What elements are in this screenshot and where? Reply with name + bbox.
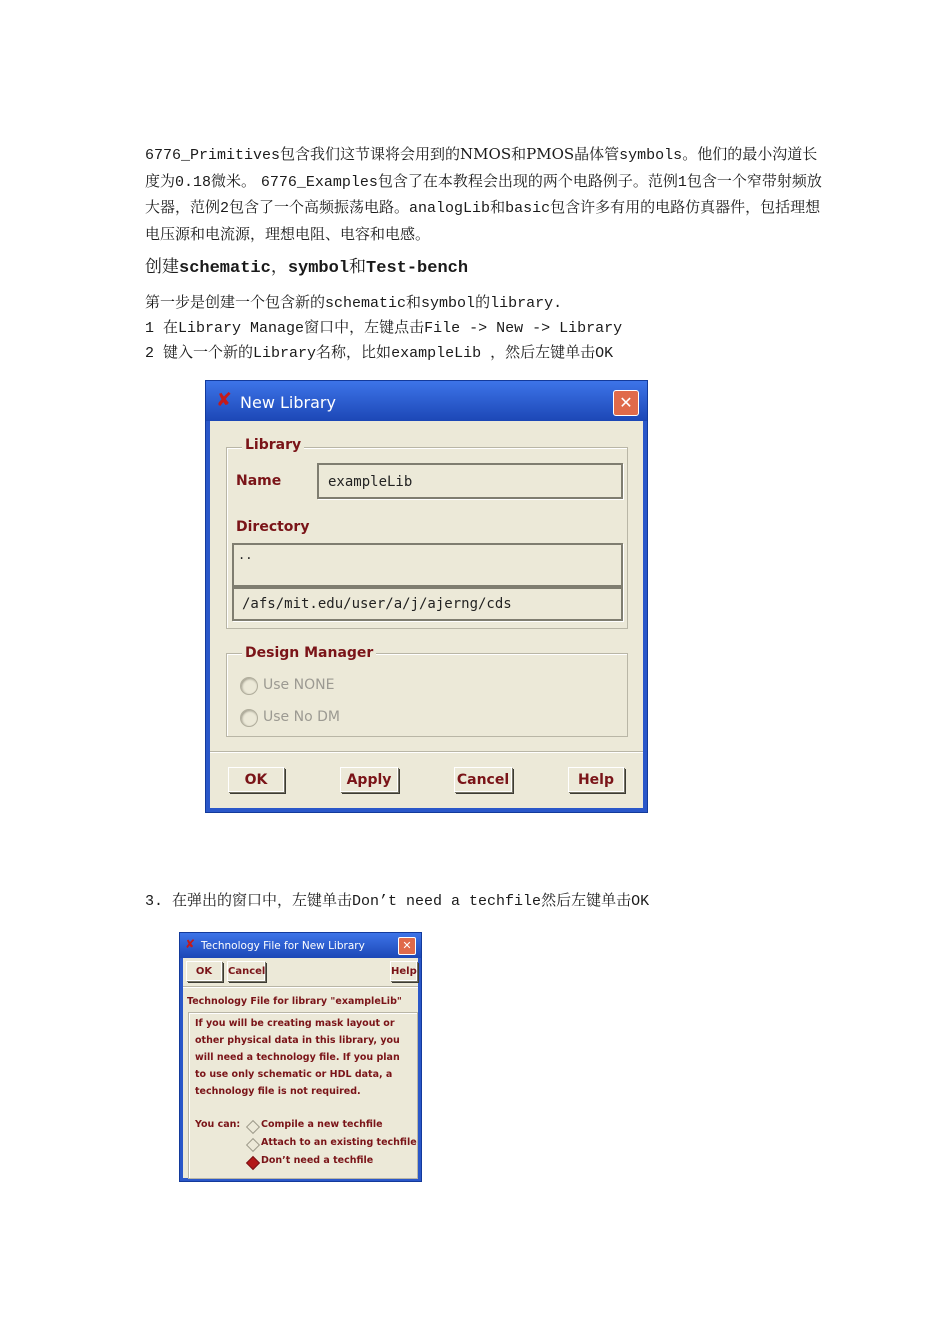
button-separator: [210, 751, 643, 753]
dont-need-techfile-label[interactable]: Don’t need a techfile: [261, 1155, 374, 1166]
close-button[interactable]: [613, 390, 639, 416]
text-run: 的: [475, 293, 491, 311]
tech-message-line: technology file is not required.: [195, 1086, 361, 1097]
section-heading: [145, 252, 468, 278]
text-run: analogLib: [409, 200, 491, 217]
text-run: PMOS: [526, 145, 575, 163]
tech-cancel-button[interactable]: Cancel: [227, 961, 265, 981]
text-run: 和: [349, 257, 367, 277]
app-x-icon: ✘: [185, 937, 196, 951]
name-input-value: exampleLib: [328, 474, 413, 490]
text-run: 3.: [145, 893, 173, 910]
directory-label: Directory: [236, 519, 310, 535]
close-icon: ✕: [619, 393, 633, 412]
text-run: basic: [505, 200, 551, 217]
text-run: 第一步是创建一个包含新的: [145, 293, 326, 311]
tech-message-line: will need a technology file. If you plan: [195, 1052, 400, 1063]
new-library-dialog: [205, 380, 648, 813]
cancel-button[interactable]: Cancel: [454, 767, 512, 792]
dialog-titlebar[interactable]: [206, 381, 647, 421]
text-run: 1: [677, 173, 687, 191]
text-run: ，: [270, 257, 288, 277]
text-run: schematic: [325, 295, 407, 312]
technology-file-dialog: [179, 932, 422, 1182]
text-run: 创建: [145, 257, 179, 277]
text-run: 键入一个新的: [163, 343, 254, 361]
tech-message-line: to use only schematic or HDL data, a: [195, 1069, 393, 1080]
text-run: Don’t need a techfile: [352, 893, 542, 910]
text-run: 和: [511, 145, 527, 163]
use-no-dm-label: Use No DM: [263, 709, 340, 725]
text-run: 微米。: [211, 171, 261, 190]
directory-list[interactable]: [232, 543, 623, 587]
text-run: library.: [490, 295, 563, 312]
text-run: 在: [163, 318, 179, 336]
text-run: Test-bench: [366, 259, 469, 278]
tech-ok-button[interactable]: OK: [186, 961, 222, 981]
you-can-label: You can:: [195, 1119, 241, 1130]
ok-button[interactable]: OK: [228, 767, 284, 792]
tech-toolbar-separator: [183, 986, 418, 988]
text-run: NMOS: [460, 145, 512, 163]
tech-help-button[interactable]: Help: [390, 961, 417, 981]
step-intro-line: [145, 291, 562, 312]
use-none-radio[interactable]: [240, 677, 258, 695]
tech-dialog-title: Technology File for New Library: [201, 940, 365, 952]
help-button[interactable]: Help: [568, 767, 624, 792]
dialog-body: [210, 421, 643, 808]
text-run: Library Manage: [178, 320, 305, 337]
text-run: 在弹出的窗口中，左键单击: [172, 891, 353, 909]
text-run: 。他们的最小沟道长度为: [145, 145, 818, 190]
library-group-title: Library: [242, 437, 304, 453]
text-run: 1: [145, 320, 164, 337]
text-run: 和: [406, 293, 422, 311]
app-x-icon: ✘: [216, 389, 232, 411]
name-input[interactable]: [317, 463, 623, 499]
text-run: 6776_Examples: [260, 173, 378, 191]
close-icon: ✕: [402, 939, 412, 952]
tech-header: Technology File for library "exampleLib": [187, 996, 402, 1007]
dialog-title: New Library: [240, 393, 336, 412]
text-run: OK: [631, 893, 650, 910]
tech-dialog-titlebar[interactable]: [180, 933, 421, 958]
text-run: 和: [490, 198, 506, 216]
step-2-line: [145, 341, 613, 362]
directory-path-value: /afs/mit.edu/user/a/j/ajerng/cds: [242, 596, 512, 612]
text-run: 包含我们这节课将会用到的: [280, 145, 461, 163]
text-run: 然后左键单击: [541, 891, 632, 909]
apply-button[interactable]: Apply: [340, 767, 398, 792]
attach-techfile-label[interactable]: Attach to an existing techfile: [261, 1137, 417, 1148]
text-run: 晶体管: [574, 145, 620, 163]
use-no-dm-radio[interactable]: [240, 709, 258, 727]
text-run: 名称，比如: [316, 343, 392, 361]
text-run: ，然后左键单击: [490, 343, 596, 361]
step-3-line: [145, 889, 649, 910]
text-run: File -> New -> Library: [424, 320, 623, 337]
text-run: Library: [253, 345, 317, 362]
compile-techfile-label[interactable]: Compile a new techfile: [261, 1119, 383, 1130]
name-label: Name: [236, 473, 282, 489]
text-run: OK: [595, 345, 614, 362]
directory-path-input[interactable]: [232, 587, 623, 621]
text-run: 包含了一个高频振荡电路。: [229, 198, 410, 216]
directory-list-item[interactable]: ..: [238, 548, 253, 562]
use-none-label: Use NONE: [263, 677, 335, 693]
text-run: 包含了在本教程会出现的两个电路例子。范例: [377, 171, 678, 190]
text-run: 包含一个窄带射频放大器，范例: [145, 171, 822, 216]
text-run: 0.18: [175, 173, 212, 191]
text-run: symbol: [421, 295, 476, 312]
text-run: exampleLib: [391, 345, 491, 362]
design-manager-group-title: Design Manager: [242, 645, 376, 661]
text-run: schematic: [179, 259, 271, 278]
tech-message-line: other physical data in this library, you: [195, 1035, 400, 1046]
intro-paragraph: [145, 142, 825, 246]
text-run: 包含许多有用的电路仿真器件，包括理想电压源和电流源，理想电阻、电容和电感。: [145, 198, 821, 243]
tech-close-button[interactable]: [398, 937, 416, 955]
tech-dialog-body: [183, 958, 418, 1178]
text-run: 2: [220, 200, 230, 217]
text-run: symbols: [619, 147, 683, 164]
text-run: symbol: [287, 259, 350, 278]
text-run: 6776_Primitives: [145, 147, 281, 164]
text-run: 窗口中，左键点击: [304, 318, 425, 336]
tech-message-line: If you will be creating mask layout or: [195, 1018, 395, 1029]
text-run: 2: [145, 345, 164, 362]
step-1-line: [145, 316, 622, 337]
